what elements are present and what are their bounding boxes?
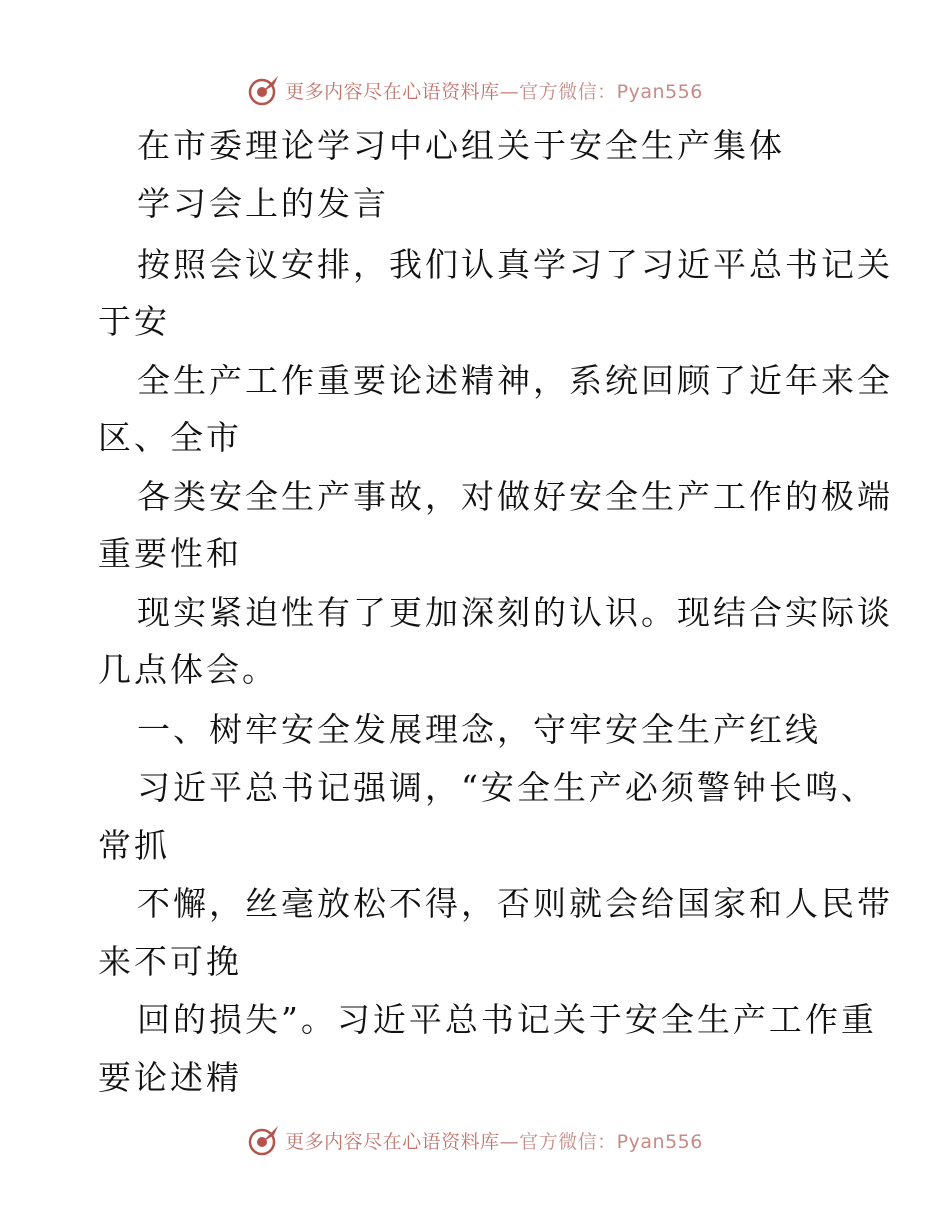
watermark-wechat: 官方微信：Pyan556 — [519, 80, 703, 103]
watermark-wechat: 官方微信：Pyan556 — [519, 1130, 703, 1153]
paragraph-line: 回的损失”。习近平总书记关于安全生产工作重 — [137, 1000, 877, 1039]
paragraph-line: 现实紧迫性有了更加深刻的认识。现结合实际谈 — [137, 593, 893, 632]
paragraph-line: 于安 — [98, 302, 170, 341]
paragraph-line: 常抓 — [98, 826, 170, 865]
watermark-text — [285, 77, 703, 104]
paragraph-line: 习近平总书记强调，“安全生产必须警钟长鸣、 — [137, 768, 877, 807]
quill-logo-icon — [247, 73, 281, 107]
doc-title-line-1: 在市委理论学习中心组关于安全生产集体 — [137, 126, 785, 165]
watermark-dash: — — [499, 1130, 520, 1153]
paragraph-line: 区、全市 — [98, 418, 242, 457]
watermark-text — [285, 1127, 703, 1154]
section-heading: 一、树牢安全发展理念，守牢安全生产红线 — [137, 710, 821, 749]
paragraph-line: 来不可挽 — [98, 942, 242, 981]
watermark-dash: — — [499, 80, 520, 103]
paragraph-line: 全生产工作重要论述精神，系统回顾了近年来全 — [137, 361, 893, 400]
paragraph-line: 几点体会。 — [98, 650, 278, 689]
paragraph-line: 不懈，丝毫放松不得，否则就会给国家和人民带 — [137, 884, 893, 923]
header-watermark — [0, 70, 950, 110]
watermark-brand: 更多内容尽在心语资料库 — [285, 80, 500, 103]
footer-watermark — [0, 1120, 950, 1160]
doc-title-line-2: 学习会上的发言 — [137, 184, 389, 223]
watermark-brand: 更多内容尽在心语资料库 — [285, 1130, 500, 1153]
paragraph-line: 各类安全生产事故，对做好安全生产工作的极端 — [137, 477, 893, 516]
paragraph-line: 按照会议安排，我们认真学习了习近平总书记关 — [137, 245, 893, 284]
quill-logo-icon — [247, 1123, 281, 1157]
paragraph-line: 要论述精 — [98, 1058, 242, 1097]
paragraph-line: 重要性和 — [98, 534, 242, 573]
